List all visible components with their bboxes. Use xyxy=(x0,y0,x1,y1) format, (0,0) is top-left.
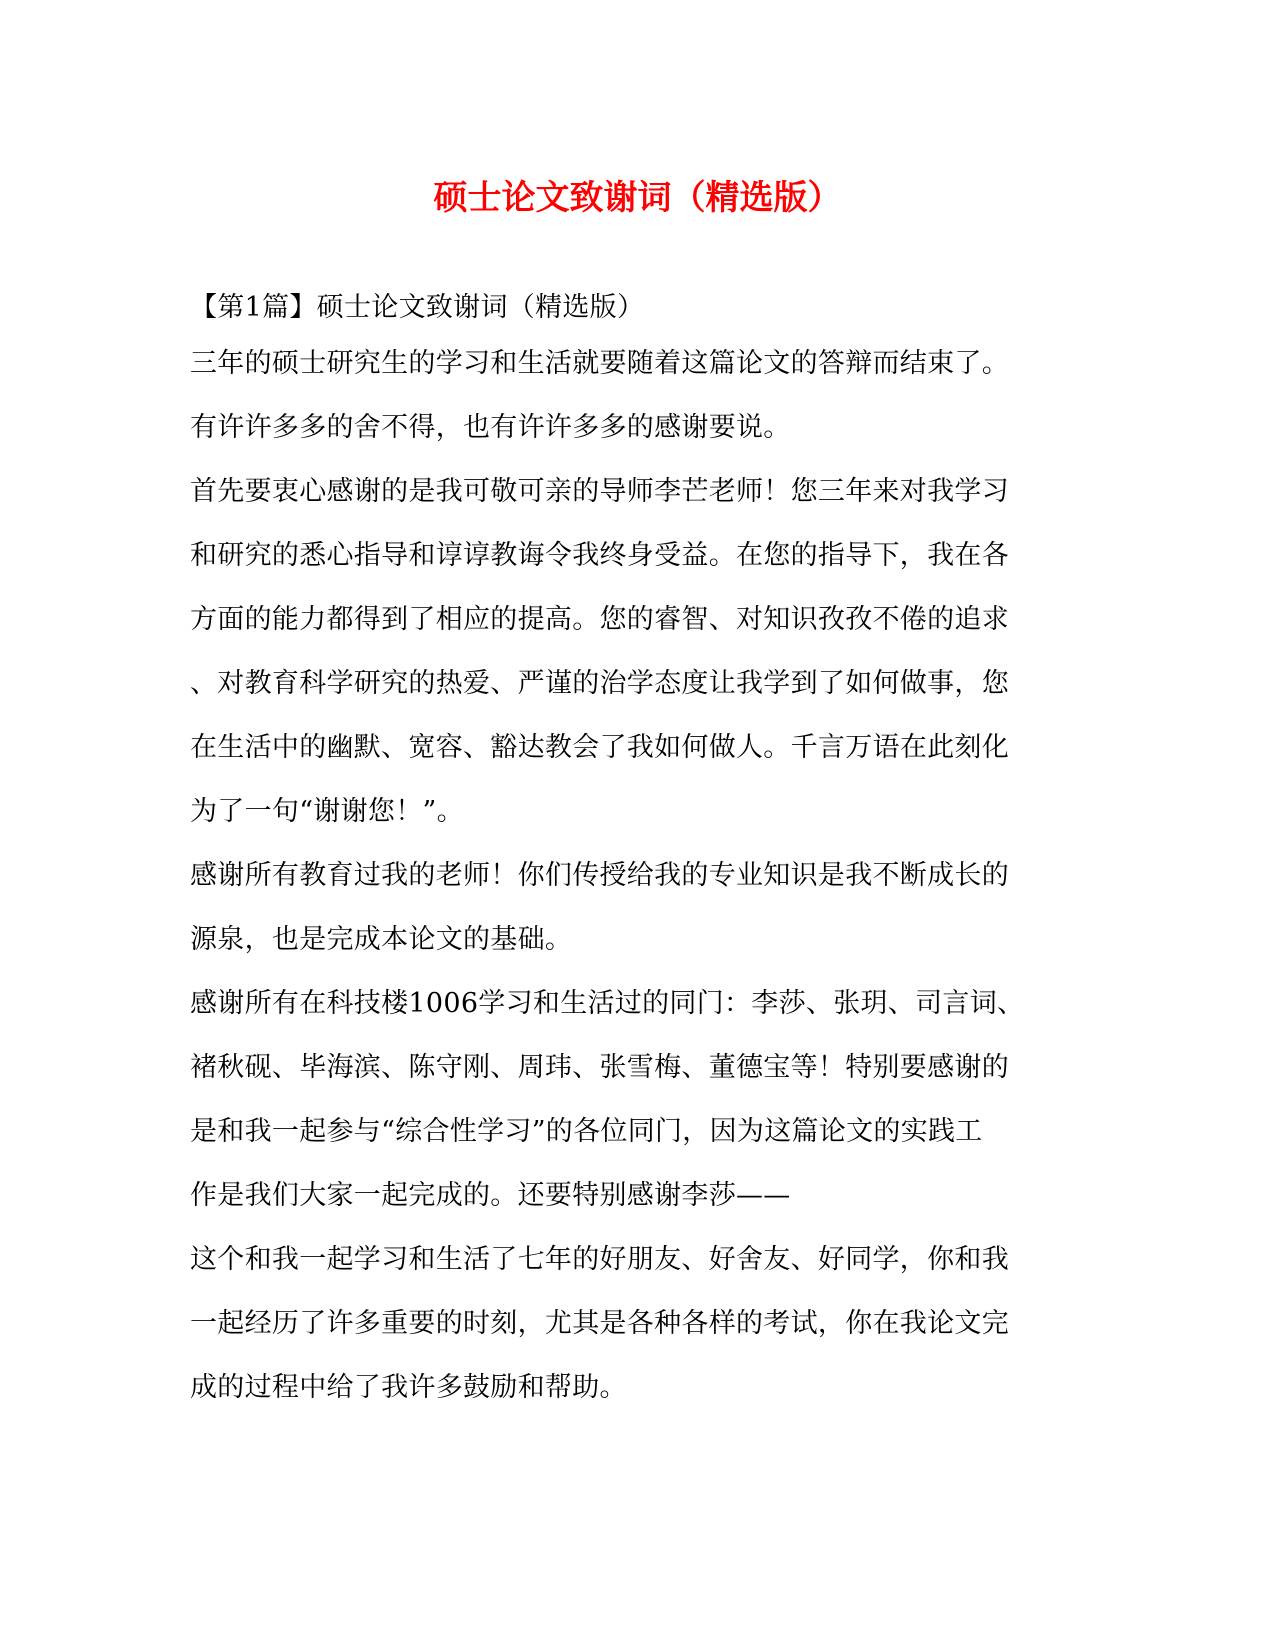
paragraph-line: 成的过程中给了我许多鼓励和帮助。 xyxy=(190,1372,627,1403)
paragraph-line: 在生活中的幽默、宽容、豁达教会了我如何做人。千言万语在此刻化 xyxy=(190,732,1009,763)
paragraph-line: 作是我们大家一起完成的。还要特别感谢李莎—— xyxy=(190,1180,791,1211)
paragraph-line: 有许许多多的舍不得，也有许许多多的感谢要说。 xyxy=(190,412,791,443)
paragraph-line: 这个和我一起学习和生活了七年的好朋友、好舍友、好同学，你和我 xyxy=(190,1244,1009,1275)
paragraph-line: 褚秋砚、毕海滨、陈守刚、周玮、张雪梅、董德宝等！特别要感谢的 xyxy=(190,1052,1009,1083)
paragraph-line: 方面的能力都得到了相应的提高。您的睿智、对知识孜孜不倦的追求 xyxy=(190,604,1009,635)
paragraph-line: 源泉，也是完成本论文的基础。 xyxy=(190,924,573,955)
paragraph-line: 、对教育科学研究的热爱、严谨的治学态度让我学到了如何做事，您 xyxy=(190,668,1009,699)
paragraph-line: 和研究的悉心指导和谆谆教诲令我终身受益。在您的指导下，我在各 xyxy=(190,540,1009,571)
paragraph-line: 一起经历了许多重要的时刻，尤其是各种各样的考试，你在我论文完 xyxy=(190,1308,1009,1339)
paragraph-line: 为了一句“谢谢您！”。 xyxy=(190,796,464,827)
paragraph-line: 是和我一起参与“综合性学习”的各位同门，因为这篇论文的实践工 xyxy=(190,1116,983,1147)
paragraph-line: 首先要衷心感谢的是我可敬可亲的导师李芒老师！您三年来对我学习 xyxy=(190,476,1009,507)
document-body xyxy=(190,288,1070,1432)
document-title: 硕士论文致谢词（精选版） xyxy=(433,178,842,218)
paragraph-line: 感谢所有在科技楼1006学习和生活过的同门：李莎、张玥、司言词、 xyxy=(190,988,1025,1019)
paragraph-line: 感谢所有教育过我的老师！你们传授给我的专业知识是我不断成长的 xyxy=(190,860,1009,891)
paragraph-line: 三年的硕士研究生的学习和生活就要随着这篇论文的答辩而结束了。 xyxy=(190,348,1009,379)
section-heading: 【第1篇】硕士论文致谢词（精选版） xyxy=(190,292,645,323)
